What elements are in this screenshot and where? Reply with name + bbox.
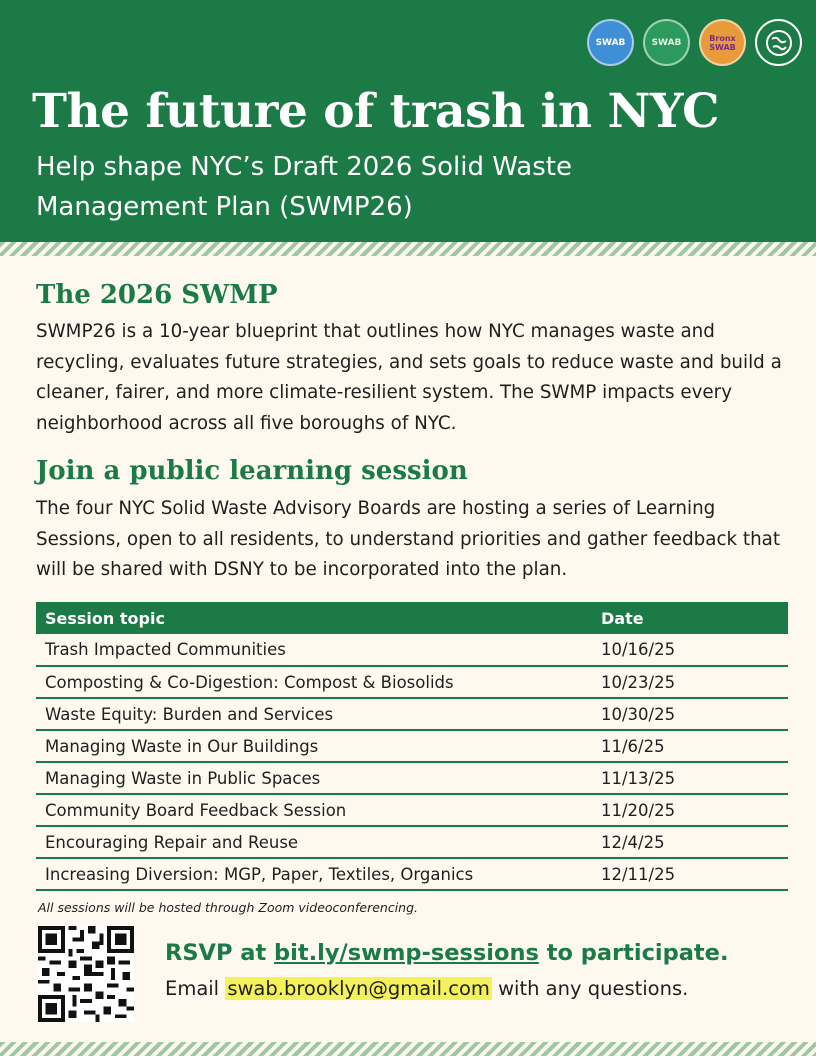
session-topic: Managing Waste in Public Spaces [36,762,592,794]
page-title: The future of trash in NYC [32,84,720,139]
table-row [36,794,788,826]
contact-email-link[interactable]: swab.brooklyn@gmail.com [227,977,490,1000]
table-row [36,698,788,730]
session-topic: Community Board Feedback Session [36,794,592,826]
zoom-note: All sessions will be hosted through Zoom videoconferencing. [38,900,418,915]
session-date: 12/4/25 [592,826,788,858]
sessions-description: The four NYC Solid Waste Advisory Boards are hosting a series of Learning Sessions, open to all residents, to understand priorities and gather feedback that will be shared with DSNY to be incorporated into the plan. [36,498,781,580]
table-header-row [36,602,788,634]
contact-line [165,977,688,1000]
table-row [36,730,788,762]
session-date: 11/13/25 [592,762,788,794]
rsvp-link[interactable]: bit.ly/swmp-sessions [274,940,539,966]
session-date: 11/6/25 [592,730,788,762]
header-date: Date [592,602,788,634]
session-date: 10/30/25 [592,698,788,730]
section-heading-sessions: Join a public learning session [36,456,468,486]
session-date: 11/20/25 [592,794,788,826]
rsvp-prefix: RSVP at [165,940,275,966]
top-stripe-divider [0,242,816,256]
page-subtitle: Help shape NYC’s Draft 2026 Solid Waste Management Plan (SWMP26) [36,152,572,222]
session-topic: Managing Waste in Our Buildings [36,730,592,762]
sessions-table [36,602,788,891]
table-row [36,826,788,858]
session-date: 10/16/25 [592,634,788,666]
contact-suffix: with any questions. [491,977,689,1000]
logo-text: SWAB [595,37,626,48]
session-date: 10/23/25 [592,666,788,698]
header-session-topic: Session topic [36,602,592,634]
swab-logo [587,19,634,66]
table-row [36,666,788,698]
table-row [36,634,788,666]
session-topic: Increasing Diversion: MGP, Paper, Textiles, Organics [36,858,592,890]
qr-code-icon[interactable] [38,926,134,1022]
session-topic: Trash Impacted Communities [36,634,592,666]
table-row [36,762,788,794]
swab-logo-2 [643,19,690,66]
contact-prefix: Email [165,977,226,1000]
table-row [36,858,788,890]
session-topic: Composting & Co-Digestion: Compost & Biosolids [36,666,592,698]
session-topic: Waste Equity: Burden and Services [36,698,592,730]
bronx-swab-logo [699,19,746,66]
logo-row [587,19,802,66]
bottom-stripe-divider [0,1042,816,1056]
swmp-description: SWMP26 is a 10-year blueprint that outlines how NYC manages waste and recycling, evaluates future strategies, and sets goals to reduce waste and build a cleaner, fairer, and more climate-resilient system. The SWMP impacts every neighborhood across all five boroughs of NYC. [36,321,782,434]
logo-text: Bronx SWAB [709,33,736,52]
section-heading-swmp: The 2026 SWMP [36,280,278,310]
rsvp-line [165,940,729,966]
solid-waste-advisory-board-logo [755,19,802,66]
logo-text: SWAB [651,37,682,48]
globe-icon [764,28,794,58]
session-date: 12/11/25 [592,858,788,890]
session-topic: Encouraging Repair and Reuse [36,826,592,858]
header-banner [0,0,816,242]
rsvp-suffix: to participate. [538,940,729,966]
